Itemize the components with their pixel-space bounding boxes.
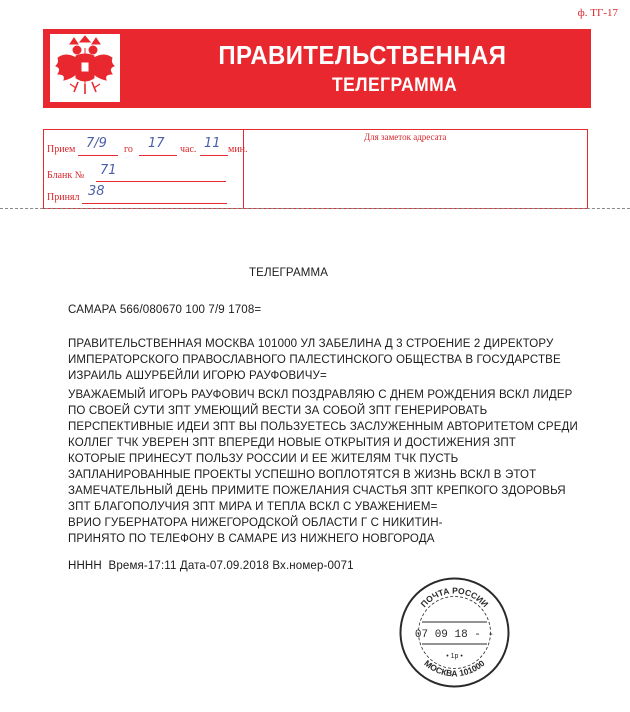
received-min-value: 11 (204, 136, 221, 151)
received-day-value: 7/9 (86, 136, 107, 151)
accepted-value: 38 (88, 184, 105, 199)
reception-fields (44, 130, 248, 208)
stamp-top-text: ПОЧТА РОССИИ (418, 585, 491, 610)
received-label: Прием (47, 144, 76, 155)
footer-line: НННН Время-17:11 Дата-07.09.2018 Вх.номер-0071 (68, 558, 354, 572)
postal-stamp (398, 576, 511, 689)
body-line: ЗПТ БЛАГОПОЛУЧИЯ ЗПТ МИРА И ТЕПЛА ВСКЛ С УВАЖЕНИЕМ= (68, 499, 438, 513)
blank-number-value: 71 (100, 163, 117, 178)
stamp-mark: • 1р • (446, 653, 463, 660)
service-line: САМАРА 566/080670 100 7/9 1708= (68, 302, 262, 316)
address-line: ИЗРАИЛЬ АШУРБЕЙЛИ ИГОРЮ РАУФОВИЧУ= (68, 368, 327, 382)
day-suffix: го (124, 144, 133, 155)
telegram-heading: ТЕЛЕГРАММА (249, 265, 329, 279)
svg-text:ПОЧТА РОССИИ (419, 585, 491, 609)
body-line: ПО СВОЕЙ СУТИ ЗПТ УМЕЮЩИЙ ВЕСТИ ЗА СОБОЙ ЗПТ ГЕНЕРИРОВАТЬ (68, 403, 488, 417)
perforation-line (0, 208, 630, 209)
hour-suffix: час. (180, 144, 197, 155)
address-line: ПРАВИТЕЛЬСТВЕННАЯ МОСКВА 101000 УЛ ЗАБЕЛИНА Д 3 СТРОЕНИЕ 2 ДИРЕКТОРУ (68, 336, 554, 350)
body-line: ПЕРСПЕКТИВНЫЕ ИДЕИ ЗПТ ВЫ ПОЛЬЗУЕТЕСЬ ЗАСЛУЖЕННЫМ АВТОРИТЕТОМ СРЕДИ (68, 419, 578, 433)
notes-label: Для заметок адресата (364, 132, 447, 142)
stamp-bottom-text: МОСКВА 101000 (422, 658, 487, 679)
reception-form (43, 129, 588, 209)
body-line: УВАЖАЕМЫЙ ИГОРЬ РАУФОВИЧ ВСКЛ ПОЗДРАВЛЯЮ С ДНЕМ РОЖДЕНИЯ ВСКЛ ЛИДЕР (68, 387, 573, 401)
russian-coat-of-arms-icon (50, 34, 120, 102)
signature-line: ВРИО ГУБЕРНАТОРА НИЖЕГОРОДСКОЙ ОБЛАСТИ Г С НИКИТИН- (68, 515, 443, 529)
received-hour-value: 17 (148, 136, 165, 151)
stamp-date: 07 09 18 - - (414, 629, 495, 641)
body-line: КОЛЛЕГ ТЧК УВЕРЕН ЗПТ ВПЕРЕДИ НОВЫЕ ОТКРЫТИЯ И ДОСТИЖЕНИЯ ЗПТ (68, 435, 516, 449)
body-line: ЗАМЕЧАТЕЛЬНЫЙ ДЕНЬ ПРИМИТЕ ПОЖЕЛАНИЯ СЧАСТЬЯ ЗПТ КРЕПКОГО ЗДОРОВЬЯ (68, 483, 566, 497)
reception-note-line: ПРИНЯТО ПО ТЕЛЕФОНУ В САМАРЕ ИЗ НИЖНЕГО НОВГОРОДА (68, 531, 435, 545)
blank-label: Бланк № (47, 170, 85, 181)
body-line: ЗАПЛАНИРОВАННЫЕ ПРОЕКТЫ УСПЕШНО ВОПЛОТЯТСЯ В ЖИЗНЬ ВСКЛ В ЭТОТ (68, 467, 537, 481)
header-title: ПРАВИТЕЛЬСТВЕННАЯ (218, 40, 507, 70)
address-line: ИМПЕРАТОРСКОГО ПРАВОСЛАВНОГО ПАЛЕСТИНСКОГО ОБЩЕСТВА В ГОСУДАРСТВЕ (68, 352, 561, 366)
accepted-label: Принял (47, 192, 80, 203)
form-code: ф. ТГ-17 (577, 7, 618, 19)
min-suffix: мин. (228, 144, 248, 155)
body-line: КОТОРЫЕ ПРИНЕСУТ ПОЛЬЗУ РОССИИ И ЕЕ ЖИТЕЛЯМ ТЧК ПУСТЬ (68, 451, 459, 465)
header-subtitle: ТЕЛЕГРАММА (332, 75, 458, 96)
